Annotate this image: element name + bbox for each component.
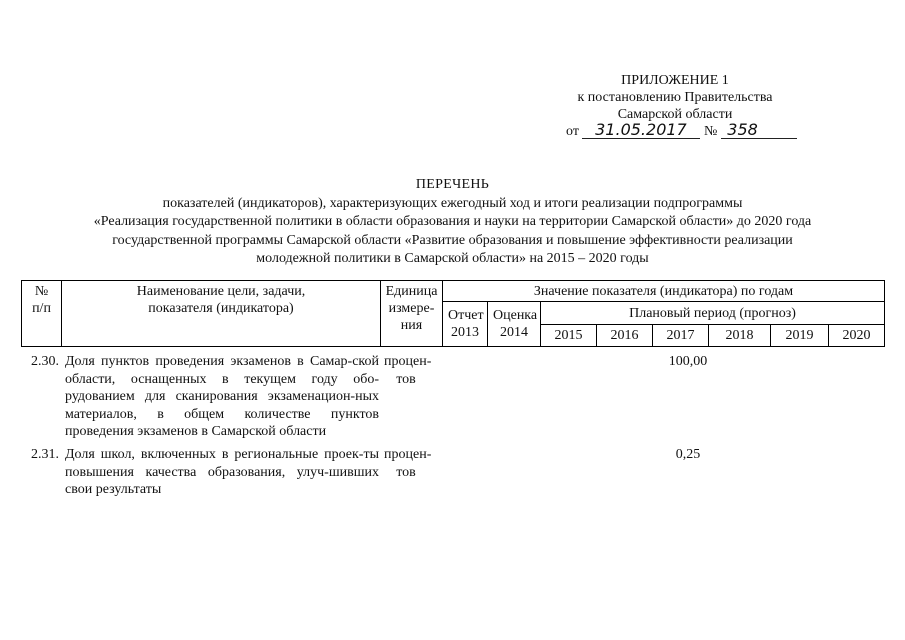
- appendix-block: [560, 72, 790, 123]
- year-2018: 2018: [709, 325, 771, 347]
- heading-line-2: «Реализация государственной политики в области образования и науки на территории Самарской области» до 2020 года: [93, 214, 812, 229]
- handwritten-date: 31.05.2017: [582, 121, 700, 139]
- heading-line-1: показателей (индикаторов), характеризующих ежегодный ход и итоги реализации подпрограммы: [162, 195, 743, 211]
- heading-title: ПЕРЕЧЕНЬ: [415, 177, 490, 192]
- from-label: от: [566, 124, 579, 139]
- appendix-title: ПРИЛОЖЕНИЕ 1: [621, 73, 729, 88]
- appendix-line-2: Самарской области: [617, 107, 733, 122]
- year-2016: 2016: [597, 325, 653, 347]
- row-number: 2.31.: [31, 447, 59, 462]
- signature-line: [566, 121, 796, 140]
- row-unit: процен-тов: [384, 354, 432, 387]
- header-report-2013: Отчет 2013: [443, 302, 488, 347]
- row-number: 2.30.: [31, 354, 59, 369]
- indicator-table-header: [21, 280, 885, 347]
- heading-line-4: молодежной политики в Самарской области» на 2015 – 2020 годы: [256, 251, 649, 266]
- row-value-2017: 100,00: [668, 354, 708, 369]
- year-2015: 2015: [541, 325, 597, 347]
- header-name: Наименование цели, задачи, показателя (индикатора): [62, 281, 381, 347]
- header-plan-period: Плановый период (прогноз): [541, 302, 885, 325]
- header-unit: Единица измере-ния: [381, 281, 443, 347]
- appendix-line-1: к постановлению Правительства: [577, 90, 773, 105]
- number-label: №: [703, 124, 718, 139]
- row-indicator-name: Доля школ, включенных в региональные проек-ты повышения качества образования, улуч-шивших свои результаты: [65, 447, 379, 497]
- year-2020: 2020: [829, 325, 885, 347]
- header-num: № п/п: [22, 281, 62, 347]
- heading-line-3: государственной программы Самарской области «Развитие образования и повышение эффективности реализации: [112, 232, 793, 248]
- row-indicator-name: Доля пунктов проведения экзаменов в Самар-ской области, оснащенных в текущем году обо-рудованием для сканирования экзаменацион-ных материалов, в общем количестве пунктов проведения экзаменов в Самарской области: [65, 354, 379, 439]
- header-values: Значение показателя (индикатора) по годам: [443, 281, 885, 302]
- year-2017: 2017: [653, 325, 709, 347]
- header-estimate-2014: Оценка 2014: [488, 302, 541, 347]
- row-unit: процен-тов: [384, 447, 432, 480]
- handwritten-number: 358: [721, 121, 797, 139]
- row-value-2017: 0,25: [675, 447, 701, 462]
- document-heading: [40, 176, 865, 269]
- year-2019: 2019: [771, 325, 829, 347]
